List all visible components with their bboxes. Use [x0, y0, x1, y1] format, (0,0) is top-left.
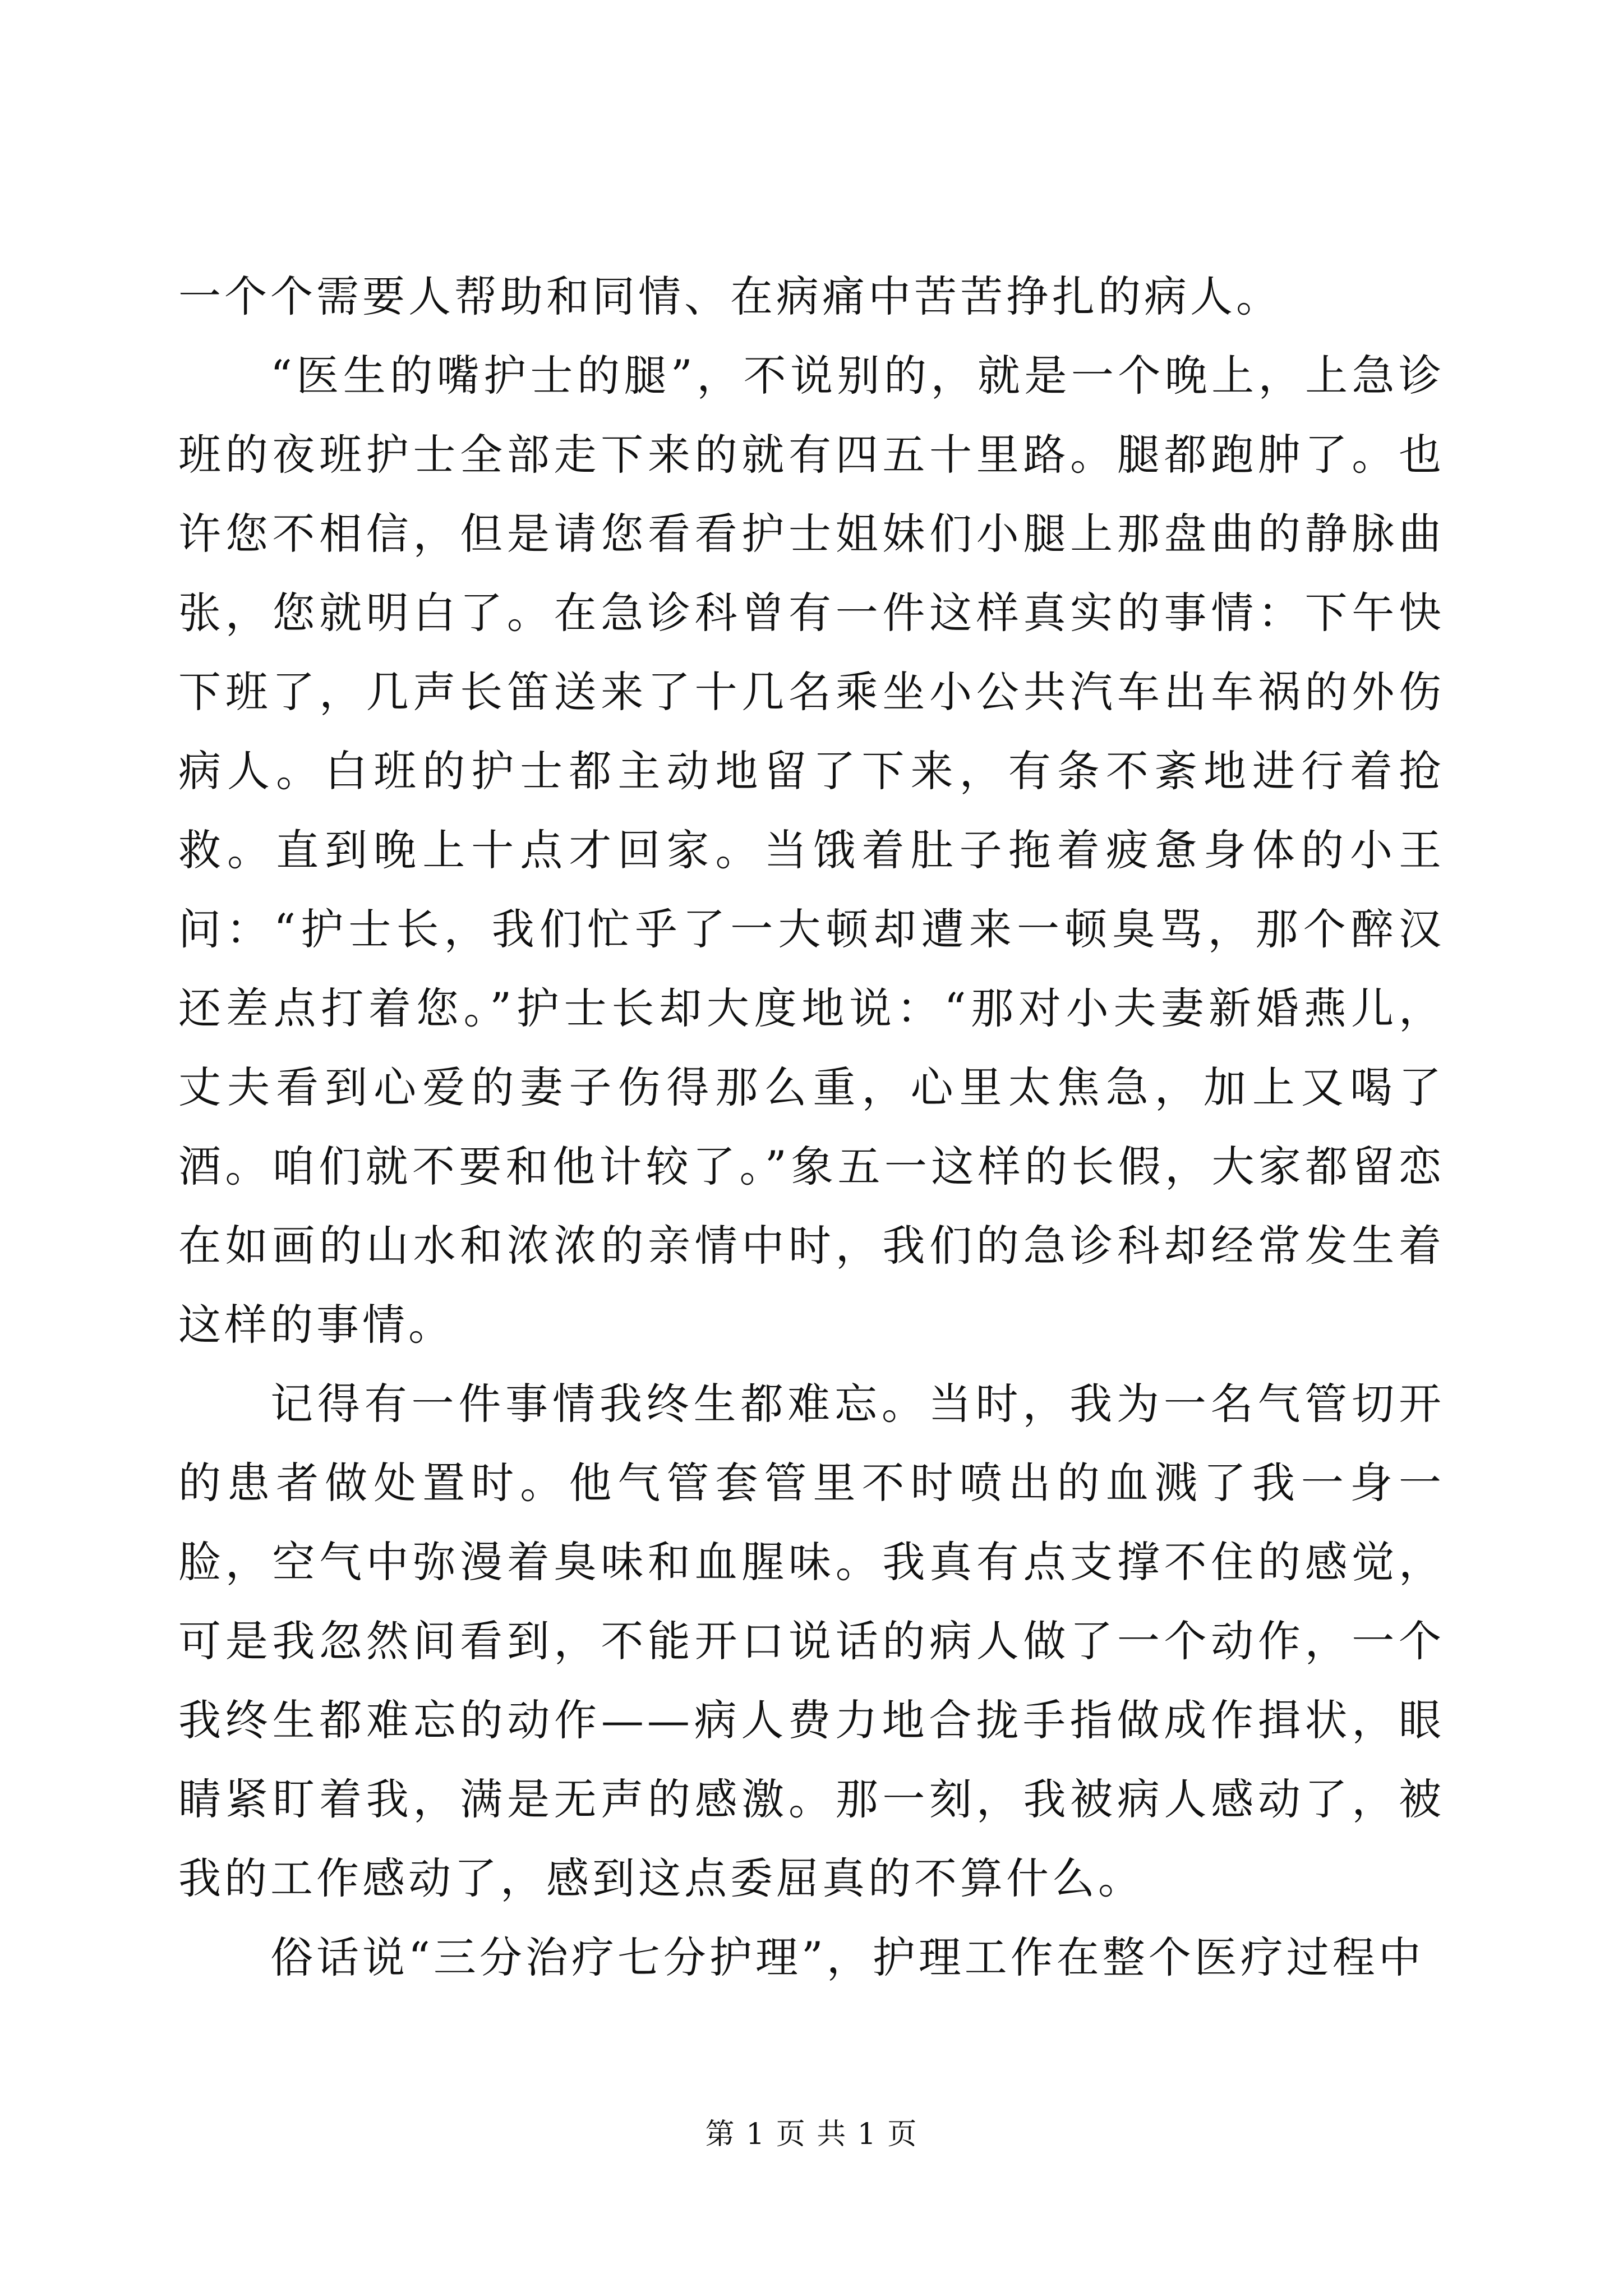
paragraph-continuation: 一个个需要人帮助和同情、在病痛中苦苦挣扎的病人。: [178, 272, 1282, 321]
paragraph-doctors-and-nurses: “医生的嘴护士的腿”，不说别的，就是一个晚上，上急诊班的夜班护士全部走下来的就有四五十里路。腿都跑肿了。也许您不相信，但是请您看看护士姐妹们小腿上那盘曲的静脉曲张，您就明白了。在急诊科曾有一件这样真实的事情：下午快下班了，几声长笛送来了十几名乘坐小公共汽车出车祸的外伤病人。白班的护士都主动地留了下来，有条不紊地进行着抢救。直到晚上十点才回家。当饿着肚子拖着疲惫身体的小王问：“护士长，我们忙乎了一大顿却遭来一顿臭骂，那个醉汉还差点打着您。”护士长却大度地说：“那对小夫妻新婚燕儿，丈夫看到心爱的妻子伤得那么重，心里太焦急，加上又喝了酒。咱们就不要和他计较了。”象五一这样的长假，大家都留恋在如画的山水和浓浓的亲情中时，我们的急诊科却经常发生着这样的事情。: [178, 351, 1445, 1350]
paragraph-unforgettable-event: 记得有一件事情我终生都难忘。当时，我为一名气管切开的患者做处置时。他气管套管里不时喷出的血溅了我一身一脸，空气中弥漫着臭味和血腥味。我真有点支撑不住的感觉，可是我忽然间看到，不能开口说话的病人做了一个动作，一个我终生都难忘的动作——病人费力地合拢手指做成作揖状，眼睛紧盯着我，满是无声的感激。那一刻，我被病人感动了，被我的工作感动了，感到这点委屈真的不算什么。: [178, 1379, 1445, 1903]
paragraph-nursing-saying: 俗话说“三分治疗七分护理”，护理工作在整个医疗过程中: [270, 1932, 1424, 1982]
page-footer: 第 1 页 共 1 页: [705, 2118, 918, 2151]
document-body: [178, 257, 1445, 1997]
